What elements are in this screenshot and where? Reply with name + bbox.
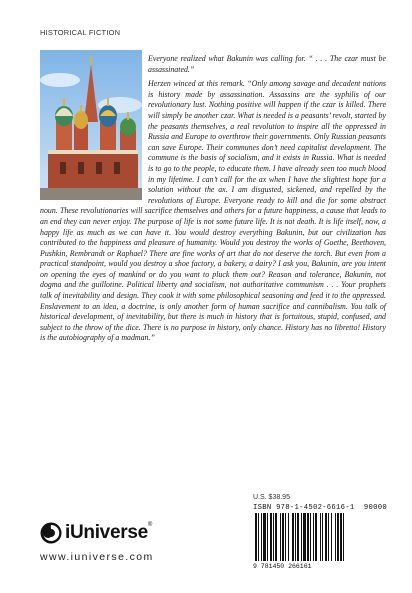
barcode-bar <box>325 513 327 561</box>
barcode-bar <box>313 513 314 561</box>
iuniverse-swirl-icon <box>40 522 62 544</box>
barcode-bar <box>280 513 281 561</box>
publisher-website: www.iuniverse.com <box>40 551 154 563</box>
barcode-bar <box>282 513 284 561</box>
barcode-bar <box>301 513 302 561</box>
barcode-bar <box>273 513 274 561</box>
barcode-bar <box>285 513 286 561</box>
barcode-bar <box>315 513 317 561</box>
barcode-bar <box>343 513 344 561</box>
excerpt-text <box>40 54 386 348</box>
publisher-logo <box>40 522 152 544</box>
excerpt-paragraph: Herzen winced at this remark. “Only among savage and decadent nations is history made by assassination. Assassins are the syphilis of our revolutionary lust. Nothing positive will happen if the czar is killed. There will simply be another czar. What is needed is a peasants’ revolt, started by the peasants themselves, a real revolution to inspire all the oppressed in Russia and Europe to overthrow their governments. Only Russian peasants can save Europe. Their communes don’t need capitalist development. The commune is the basis of socialism, and it exists in Russia. What is needed is to go to the people, to educate them. I have already seen too much blood in my lifetime. I can’t call for the ax when I have the slightest hope for a solution without the ax. I am disgusted, sickened, and repelled by the revolutions of Europe. Everyone ready to kill and die for some abstract noun. These revolutionaries will sacrifice themselves and others for a future happiness, a cause that leads to an end they can never enjoy. The purpose of life is not some future life. It is not death. It is life itself, now, a happy life as much as we can have it. You would destroy everything Bakunin, but our civilization has contributed to the happiness and pleasure of humanity. Would you destroy the works of Goethe, Beethoven, Pushkin, Rembrandt or Raphael? There are fine works of art that do not deserve the torch. But even from a practical standpoint, would you destroy a shoe factory, a bakery, a dairy? I ask you, Bakunin, are you intent on opening the eyes of mankind or do you want to pluck them out? Reason and tolerance, Bakunin, not dogma and the guillotine. Political liberty and socialism, not authoritative communism . . . Your prophets talk of inevitability and design. They cook it with some philosophical seasoning and feed it to the oppressed. Enslavement to an idea, a doctrine, is only another form of human sacrifice and cannibalism. You talk of historical development, of inevitability, but there is much in history that is fortuitous, stupid, confused, and subject to the throw of the dice. There is no purpose in history, only chance. History has no libretto! History is the autobiography of a madman.” <box>40 79 386 343</box>
publisher-name: iUniverse® <box>65 522 152 543</box>
barcode-bar <box>288 513 289 561</box>
barcode-bar <box>263 513 266 561</box>
barcode-bar <box>337 513 339 561</box>
barcode-bar <box>307 513 309 561</box>
excerpt-paragraph: Everyone realized what Bakunin was calling for. “ . . . The czar must be assassinated.” <box>148 54 386 74</box>
price-code: 90000 <box>363 504 387 512</box>
barcode-bar <box>303 513 306 561</box>
barcode-bar <box>261 513 262 561</box>
price-label: U.S. $38.95 <box>253 494 290 501</box>
barcode-bar <box>322 513 323 561</box>
barcode-bar <box>255 513 257 561</box>
barcode-digits: 9 781450 266161 <box>253 563 312 570</box>
isbn-text: ISBN 978-1-4502-6616-1 <box>253 504 355 512</box>
barcode-bar <box>295 513 296 561</box>
barcode-bars <box>253 513 387 563</box>
barcode-bar <box>335 513 336 561</box>
barcode-bar <box>275 513 277 561</box>
barcode-bar <box>320 513 321 561</box>
barcode-bar <box>328 513 329 561</box>
barcode-bar <box>258 513 259 561</box>
barcode-bar <box>297 513 299 561</box>
isbn-number <box>253 504 387 512</box>
genre-label: HISTORICAL FICTION <box>40 28 121 37</box>
barcode-bar <box>270 513 272 561</box>
barcode <box>253 504 387 572</box>
barcode-bar <box>292 513 294 561</box>
barcode-bar <box>331 513 332 561</box>
barcode-bar <box>340 513 342 561</box>
image-wrap-spacer <box>40 54 148 204</box>
barcode-bar <box>267 513 268 561</box>
barcode-bar <box>310 513 311 561</box>
